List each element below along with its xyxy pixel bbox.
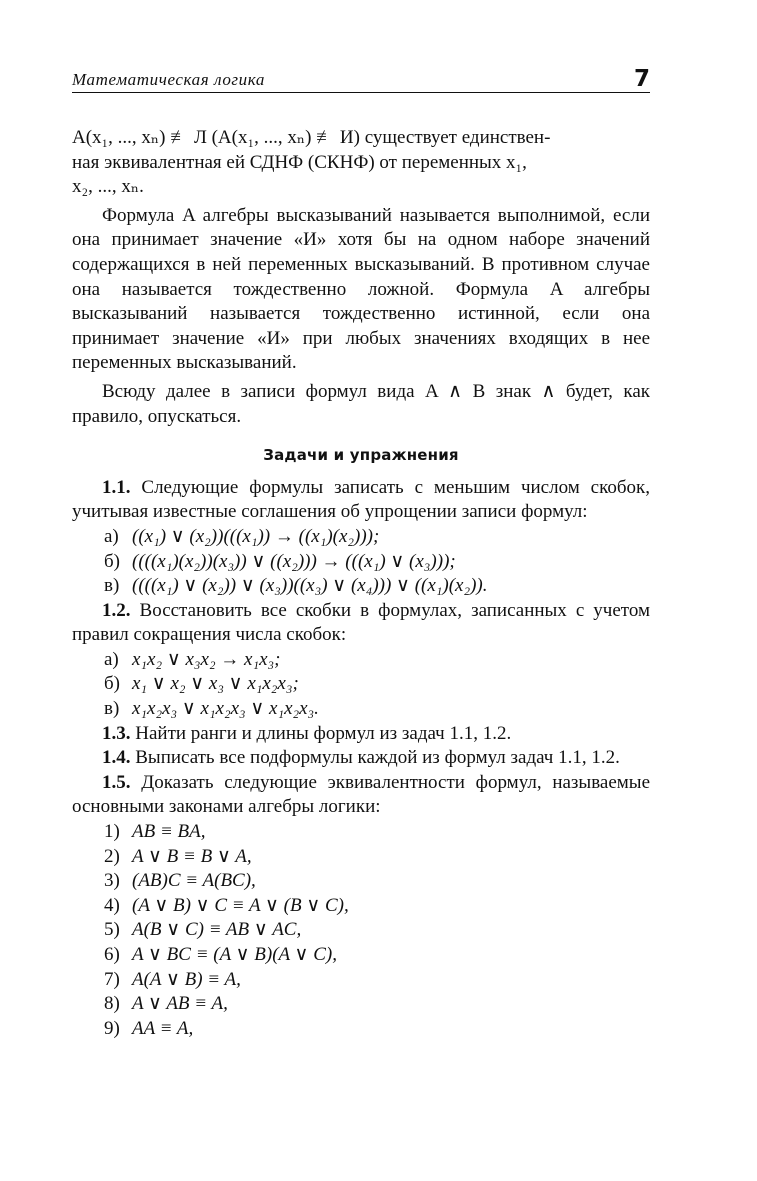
task-1-3 [72,722,650,747]
formula-item [72,672,650,697]
task-number: 1.2. [102,599,131,621]
task-text: Следующие формулы записать с меньшим числом скобок, учитывая известные соглашения об упрощении записи формул: [72,476,650,523]
item-marker: 4) [104,894,120,916]
task-number: 1.5. [102,771,131,793]
paragraph-line: A(x₁, ..., xₙ) ≢ Л (A(x₁, ..., xₙ) ≢ И) существует единствен- [72,127,551,148]
task-1-1-items [72,525,650,599]
item-marker: 2) [104,845,120,867]
formula: x₁x₂x₃ ∨ x₁x₂x₃ ∨ x₁x₂x₃. [132,698,319,720]
law-item [72,1017,650,1042]
item-marker: 3) [104,870,120,892]
paragraph-line: x₂, ..., xₙ. [72,176,144,198]
formula: (A ∨ B) ∨ C ≡ A ∨ (B ∨ C), [132,894,349,916]
formula: ((((x₁)(x₂))(x₃)) ∨ ((x₂))) → (((x₁) ∨ (x₃))); [132,550,456,572]
law-item [72,968,650,993]
item-marker: в) [104,698,120,720]
formula-item [72,648,650,673]
paragraph-continuation [72,126,650,200]
item-marker: 9) [104,1017,120,1039]
law-item [72,894,650,919]
page-number: 7 [633,66,650,92]
formula: A ∨ B ≡ B ∨ A, [132,845,252,867]
task-1-2 [72,599,650,648]
formula: (AB)C ≡ A(BC), [132,870,256,892]
formula: AB ≡ BA, [132,821,206,843]
task-text: Доказать следующие эквивалентности формул, называемые основными законами алгебры логики: [72,771,651,818]
task-number: 1.4. [102,747,131,769]
formula-item [72,550,650,575]
item-marker: 7) [104,968,120,990]
item-marker: а) [104,648,119,670]
item-marker: б) [104,673,120,695]
task-text: Восстановить все скобки в формулах, записанных с учетом правил сокращения числа скобок: [72,599,651,646]
law-item [72,918,650,943]
item-marker: 5) [104,919,120,941]
running-title: Математическая логика [72,70,265,89]
formula: A ∨ BC ≡ (A ∨ B)(A ∨ C), [132,944,337,965]
formula: x₁ ∨ x₂ ∨ x₃ ∨ x₁x₂x₃; [132,673,299,695]
law-item [72,943,650,968]
page [72,58,650,1041]
item-marker: в) [104,575,120,597]
formula: AA ≡ A, [132,1017,194,1039]
section-title: Задачи и упражнения [263,446,459,465]
item-marker: 8) [104,993,120,1015]
formula-item [72,525,650,550]
law-item [72,845,650,870]
page-header [72,58,650,93]
formula: A(B ∨ C) ≡ AB ∨ AC, [132,919,302,941]
formula: ((((x₁) ∨ (x₂)) ∨ (x₃))((x₃) ∨ (x₄))) ∨ ((x₁)(x₂)). [132,575,488,597]
item-marker: 6) [104,944,120,965]
task-1-5 [72,771,650,820]
law-item [72,869,650,894]
formula-item [72,697,650,722]
item-marker: 1) [104,821,120,843]
page-body [72,126,650,1041]
task-number: 1.1. [102,476,131,498]
task-1-2-items [72,648,650,722]
paragraph-conjunction-note: Всюду далее в записи формул вида A ∧ B знак ∧ будет, как правило, опускаться. [72,380,650,427]
task-number: 1.3. [102,722,131,744]
law-item [72,820,650,845]
task-1-4 [72,746,650,771]
formula: ((x₁) ∨ (x₂))(((x₁)) → ((x₁)(x₂))); [132,525,380,547]
law-item [72,992,650,1017]
task-1-1 [72,476,650,525]
task-1-5-items [72,820,650,1041]
item-marker: б) [104,550,120,572]
formula: x₁x₂ ∨ x₃x₂ → x₁x₃; [132,648,281,670]
task-text: Найти ранги и длины формул из задач 1.1, 1.2. [135,722,512,744]
formula-item [72,574,650,599]
paragraph-line: ная эквивалентная ей СДНФ (СКНФ) от переменных x₁, [72,151,527,173]
formula: A ∨ AB ≡ A, [132,993,228,1015]
paragraph-satisfiable-definition: Формула A алгебры высказываний называется выполнимой, если она принимает значение «И» хотя бы на одном наборе значений содержащихся в ней переменных высказываний. В противном случае она называется тождественно ложной. Формула A алгебры высказываний называется тождественно истинной, если она принимает значение «И» при любых значениях входящих в нее переменных высказываний. [72,204,650,374]
task-text: Выписать все подформулы каждой из формул задач 1.1, 1.2. [135,747,620,769]
item-marker: а) [104,525,119,547]
formula: A(A ∨ B) ≡ A, [132,968,241,990]
